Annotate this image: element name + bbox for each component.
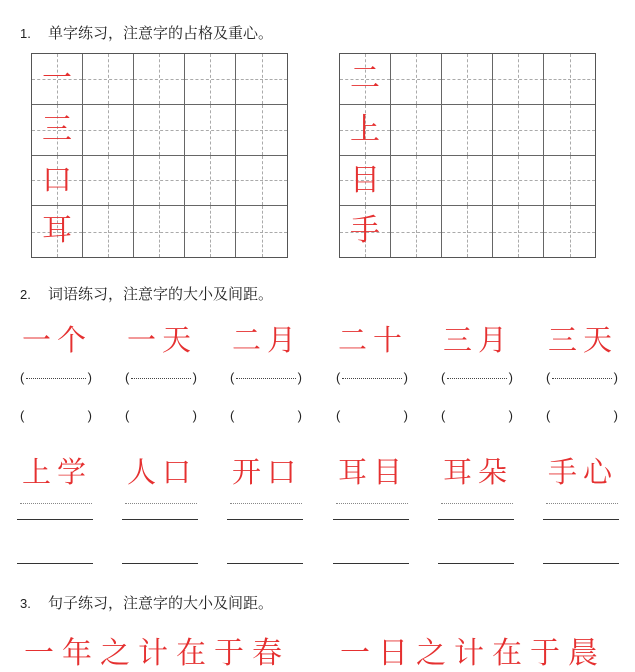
section-number: 2. <box>20 287 31 302</box>
section-number: 3. <box>20 596 31 611</box>
paren-close: ) <box>87 370 92 385</box>
writing-line[interactable] <box>333 563 409 564</box>
grid-cell[interactable] <box>83 105 134 156</box>
paren-close: ) <box>403 408 408 423</box>
grid-cell[interactable] <box>340 156 391 207</box>
grid-cell[interactable] <box>236 54 287 105</box>
practice-word: 三月 <box>442 323 513 357</box>
grid-cell[interactable] <box>134 156 185 207</box>
paren-open: ( <box>125 408 130 423</box>
paren-open: ( <box>230 408 235 423</box>
grid-cell[interactable] <box>236 156 287 207</box>
grid-cell[interactable] <box>493 105 544 156</box>
grid-cell[interactable] <box>442 105 493 156</box>
writing-line[interactable] <box>438 563 514 564</box>
dotted-guide-line <box>546 503 618 504</box>
writing-line[interactable] <box>122 519 198 520</box>
model-character: 手 <box>350 213 380 249</box>
writing-line[interactable] <box>333 519 409 520</box>
grid-cell[interactable] <box>134 54 185 105</box>
writing-line[interactable] <box>438 519 514 520</box>
writing-line[interactable] <box>227 519 303 520</box>
section-1-heading <box>20 22 273 43</box>
grid-cell[interactable] <box>544 206 595 257</box>
grid-cell[interactable] <box>83 156 134 207</box>
practice-word: 二十 <box>337 323 408 357</box>
practice-sentence: 一日之计在于晨 <box>340 636 606 671</box>
paren-close: ) <box>297 370 302 385</box>
paren-open: ( <box>336 408 341 423</box>
grid-cell[interactable] <box>493 206 544 257</box>
dotted-guide-line <box>20 503 92 504</box>
grid-cell[interactable] <box>134 206 185 257</box>
grid-cell[interactable] <box>185 156 236 207</box>
model-character: 目 <box>350 162 380 198</box>
grid-cell[interactable] <box>32 206 83 257</box>
dotted-guide-line <box>336 503 408 504</box>
grid-cell[interactable] <box>185 54 236 105</box>
practice-word: 手心 <box>547 455 618 489</box>
paren-open: ( <box>230 370 235 385</box>
grid-cell[interactable] <box>185 105 236 156</box>
grid-cell[interactable] <box>391 156 442 207</box>
paren-open: ( <box>546 370 551 385</box>
practice-grid-left <box>31 53 288 258</box>
grid-cell[interactable] <box>32 54 83 105</box>
paren-close: ) <box>192 408 197 423</box>
paren-close: ) <box>87 408 92 423</box>
grid-cell[interactable] <box>83 206 134 257</box>
grid-cell[interactable] <box>442 156 493 207</box>
writing-line[interactable] <box>17 563 93 564</box>
grid-cell[interactable] <box>236 206 287 257</box>
practice-word: 耳朵 <box>442 455 513 489</box>
writing-line[interactable] <box>122 563 198 564</box>
model-character: 耳 <box>42 213 72 249</box>
grid-cell[interactable] <box>340 206 391 257</box>
grid-cell[interactable] <box>544 105 595 156</box>
grid-cell[interactable] <box>544 156 595 207</box>
practice-grid-right <box>339 53 596 258</box>
practice-sentence: 一年之计在于春 <box>24 636 290 671</box>
section-number: 1. <box>20 26 31 41</box>
section-title: 单字练习，注意字的占格及重心。 <box>48 24 274 42</box>
paren-close: ) <box>403 370 408 385</box>
grid-cell[interactable] <box>442 54 493 105</box>
grid-cell[interactable] <box>493 156 544 207</box>
paren-open: ( <box>125 370 130 385</box>
grid-cell[interactable] <box>32 105 83 156</box>
model-character: 一 <box>42 61 72 96</box>
practice-word: 上学 <box>21 455 92 489</box>
grid-cell[interactable] <box>185 206 236 257</box>
model-character: 二 <box>350 61 380 96</box>
dotted-guide-line <box>441 503 513 504</box>
writing-line[interactable] <box>227 563 303 564</box>
grid-cell[interactable] <box>236 105 287 156</box>
paren-close: ) <box>613 370 618 385</box>
paren-close: ) <box>613 408 618 423</box>
grid-cell[interactable] <box>391 54 442 105</box>
practice-word: 三天 <box>547 323 618 357</box>
practice-word: 人口 <box>126 455 197 489</box>
grid-cell[interactable] <box>83 54 134 105</box>
grid-cell[interactable] <box>391 105 442 156</box>
writing-line[interactable] <box>17 519 93 520</box>
paren-open: ( <box>336 370 341 385</box>
practice-word: 耳目 <box>337 455 408 489</box>
practice-word: 一个 <box>21 323 92 357</box>
grid-cell[interactable] <box>493 54 544 105</box>
paren-open: ( <box>20 370 25 385</box>
paren-close: ) <box>508 408 513 423</box>
grid-cell[interactable] <box>32 156 83 207</box>
section-3-heading <box>20 592 273 613</box>
paren-close: ) <box>508 370 513 385</box>
grid-cell[interactable] <box>340 105 391 156</box>
grid-cell[interactable] <box>442 206 493 257</box>
paren-open: ( <box>20 408 25 423</box>
practice-word: 开口 <box>231 455 302 489</box>
dotted-guide-line <box>230 503 302 504</box>
model-character: 三 <box>42 111 72 147</box>
paren-close: ) <box>297 408 302 423</box>
model-character: 口 <box>42 162 72 198</box>
section-title: 词语练习，注意字的大小及间距。 <box>48 285 274 303</box>
grid-cell[interactable] <box>544 54 595 105</box>
practice-word: 一天 <box>126 323 197 357</box>
paren-close: ) <box>192 370 197 385</box>
paren-open: ( <box>441 408 446 423</box>
model-character: 上 <box>350 111 380 147</box>
paren-open: ( <box>441 370 446 385</box>
practice-word: 二月 <box>231 323 302 357</box>
writing-line[interactable] <box>543 563 619 564</box>
section-title: 句子练习，注意字的大小及间距。 <box>48 594 274 612</box>
grid-cell[interactable] <box>391 206 442 257</box>
writing-line[interactable] <box>543 519 619 520</box>
grid-cell[interactable] <box>340 54 391 105</box>
paren-open: ( <box>546 408 551 423</box>
section-2-heading <box>20 283 273 304</box>
dotted-guide-line <box>125 503 197 504</box>
grid-cell[interactable] <box>134 105 185 156</box>
